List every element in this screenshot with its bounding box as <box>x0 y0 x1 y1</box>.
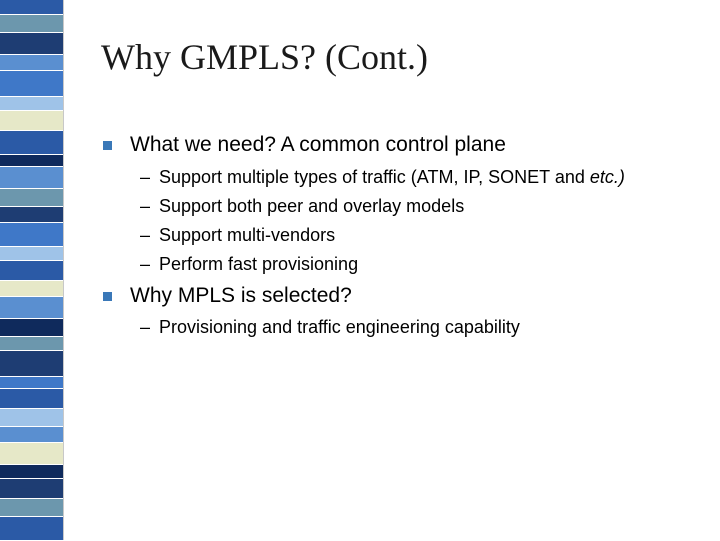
stripe-block <box>0 516 64 541</box>
slide-title: Why GMPLS? (Cont.) <box>101 37 428 77</box>
stripe-block <box>0 388 64 409</box>
stripe-block <box>0 336 64 351</box>
sub-bullet-text: Support both peer and overlay models <box>159 196 465 216</box>
stripe-block <box>0 498 64 517</box>
stripe-block <box>0 70 64 97</box>
stripe-separator <box>63 0 64 540</box>
stripe-block <box>0 96 64 111</box>
dash-icon: – <box>140 254 151 274</box>
sub-bullet-text: Support multiple types of traffic (ATM, IP, SONET and etc.) <box>159 167 625 187</box>
dash-icon: – <box>140 196 151 216</box>
stripe-block <box>0 222 64 247</box>
sub-bullet-text: Provisioning and traffic engineering capability <box>159 317 520 337</box>
square-bullet-icon <box>103 292 112 301</box>
dash-icon: – <box>140 225 151 245</box>
bullet-1-text: What we need? A common control plane <box>130 133 506 156</box>
stripe-block <box>0 32 64 55</box>
stripe-block <box>0 376 64 389</box>
square-bullet-icon <box>103 141 112 150</box>
stripe-block <box>0 14 64 33</box>
stripe-block <box>0 280 64 297</box>
decorative-stripe <box>0 0 64 540</box>
stripe-block <box>0 442 64 465</box>
stripe-block <box>0 154 64 167</box>
stripe-block <box>0 296 64 319</box>
stripe-block <box>0 188 64 207</box>
stripe-block <box>0 206 64 223</box>
dash-icon: – <box>140 167 151 187</box>
stripe-block <box>0 318 64 337</box>
stripe-block <box>0 130 64 155</box>
bullet-2-text: Why MPLS is selected? <box>130 284 352 307</box>
stripe-block <box>0 0 64 15</box>
stripe-block <box>0 464 64 479</box>
stripe-block <box>0 246 64 261</box>
stripe-block <box>0 478 64 499</box>
sub-bullet-text: Support multi-vendors <box>159 225 336 245</box>
stripe-block <box>0 350 64 377</box>
stripe-block <box>0 408 64 427</box>
stripe-block <box>0 110 64 131</box>
stripe-block <box>0 260 64 281</box>
stripe-block <box>0 166 64 189</box>
stripe-block <box>0 426 64 443</box>
stripe-block <box>0 54 64 71</box>
sub-bullet-text: Perform fast provisioning <box>159 254 359 274</box>
dash-icon: – <box>140 317 151 337</box>
